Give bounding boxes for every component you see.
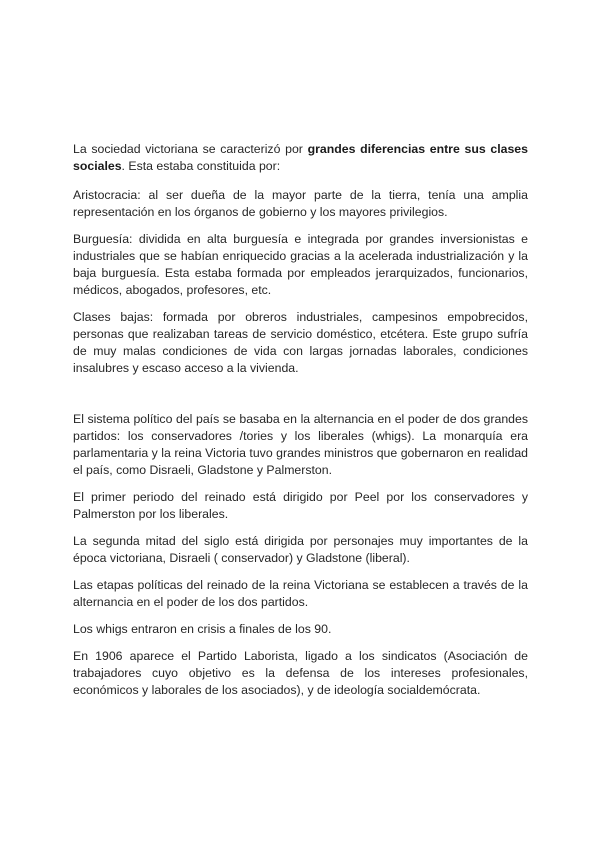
political-system-paragraph: El sistema político del país se basaba en la alternancia en el poder de dos grandes partidos: los conservadores /tories y los liberales (whigs). La monarquía era parlamentaria y la reina Victoria tuvo grandes ministros que gobernaron en realidad el país, como Disraeli, Gladstone y Palmerston. — [73, 412, 528, 477]
political-stages-paragraph: Las etapas políticas del reinado de la reina Victoriana se establecen a través de la alternancia en el poder de los dos partidos. — [73, 578, 528, 609]
bourgeoisie-paragraph: Burguesía: dividida en alta burguesía e integrada por grandes inversionistas e industriales que se habían enriquecido gracias a la acelerada industrialización y la baja burguesía. Esta estaba formada por empleados jerarquizados, funcionarios, médicos, abogados, profesores, etc. — [73, 232, 528, 297]
aristocracy-paragraph: Aristocracia: al ser dueña de la mayor parte de la tierra, tenía una amplia representación en los órganos de gobierno y los mayores privilegios. — [73, 188, 528, 219]
second-half-paragraph: La segunda mitad del siglo está dirigida por personajes muy importantes de la época victoriana, Disraeli ( conservador) y Gladstone (liberal). — [73, 534, 528, 565]
social-classes-section — [73, 187, 528, 377]
whigs-crisis-paragraph: Los whigs entraron en crisis a finales de los 90. — [73, 622, 332, 636]
political-system-section — [73, 411, 528, 699]
first-period-paragraph: El primer periodo del reinado está dirigido por Peel por los conservadores y Palmerston por los liberales. — [73, 490, 528, 521]
intro-emphasis-text: grandes diferencias entre sus clases sociales — [73, 142, 528, 173]
labour-party-paragraph: En 1906 aparece el Partido Laborista, ligado a los sindicatos (Asociación de trabajadores cuyo objetivo es la defensa de los intereses profesionales, económicos y laborales de los asociados), y de ideología socialdemócrata. — [73, 649, 528, 697]
intro-paragraph — [73, 141, 528, 175]
intro-section — [73, 141, 528, 175]
intro-lead-text: La sociedad victoriana se caracterizó por — [73, 142, 308, 156]
intro-tail-text: . Esta estaba constituida por: — [121, 159, 281, 173]
lower-classes-paragraph: Clases bajas: formada por obreros industriales, campesinos empobrecidos, personas que realizaban tareas de servicio doméstico, etcétera. Este grupo sufría de muy malas condiciones de vida con largas jornadas laborales, condiciones insalubres y escaso acceso a la vivienda. — [73, 310, 528, 375]
